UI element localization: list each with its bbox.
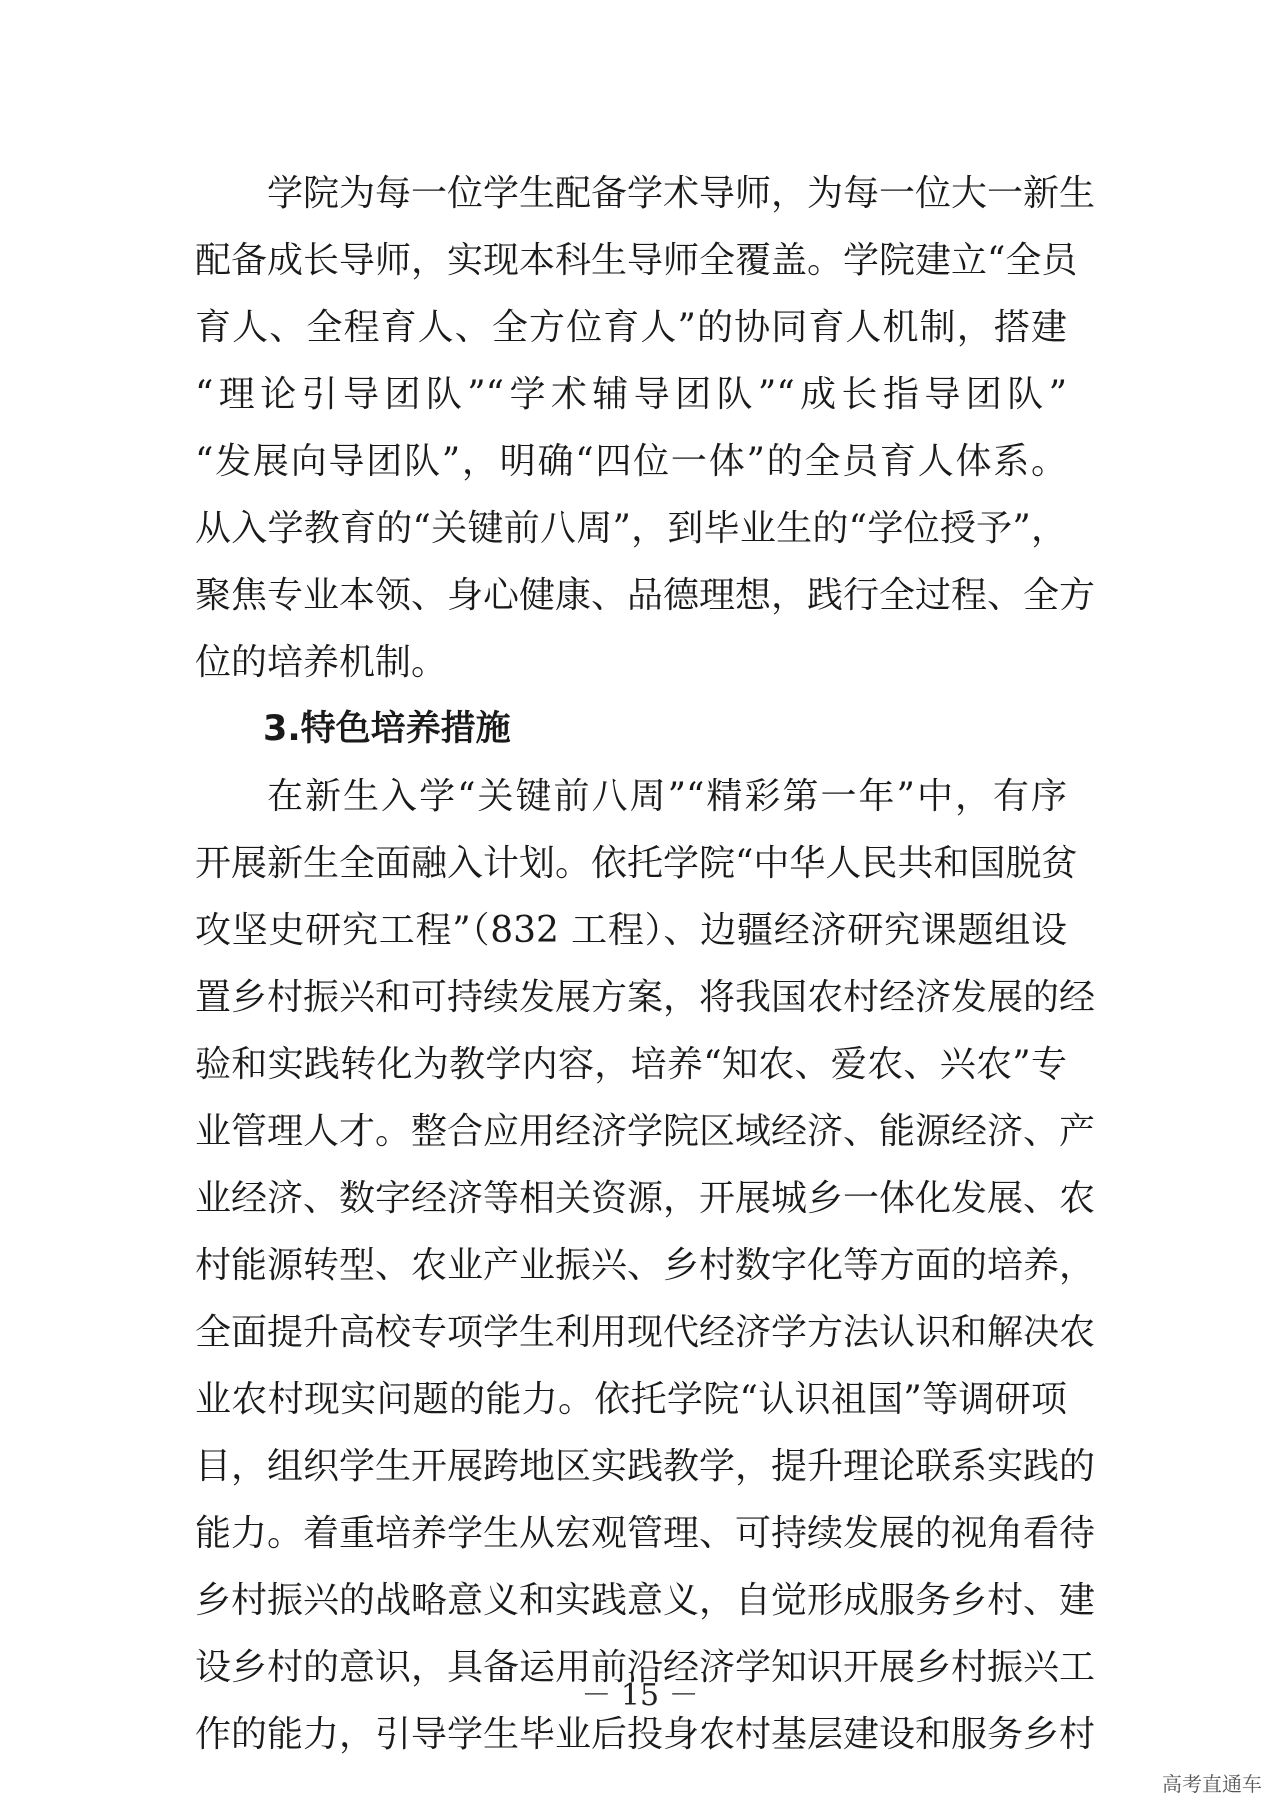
text-line: 置乡村振兴和可持续发展方案，将我国农村经济发展的经 <box>195 977 1096 1018</box>
text-line: 业经济、数字经济等相关资源，开展城乡一体化发展、农 <box>195 1178 1096 1219</box>
text-line: 育人、全程育人、全方位育人”的协同育人机制，搭建 <box>195 307 1067 348</box>
paragraph-mentor-system <box>195 160 1096 696</box>
text-line: 能力。着重培养学生从宏观管理、可持续发展的视角看待 <box>195 1513 1096 1554</box>
page-number: － 15 － <box>581 1678 699 1713</box>
page-content <box>195 160 1096 1768</box>
text-line: 位的培养机制。 <box>195 642 448 683</box>
section-heading: 3.特色培养措施 <box>263 709 511 749</box>
text-line: 作的能力，引导学生毕业后投身农村基层建设和服务乡村 <box>195 1714 1096 1755</box>
watermark: 高考直通车 <box>1162 1772 1262 1796</box>
text-line: 目，组织学生开展跨地区实践教学，提升理论联系实践的 <box>195 1446 1096 1487</box>
text-line: 设乡村的意识，具备运用前沿经济学知识开展乡村振兴工 <box>195 1647 1096 1688</box>
text-line: 业农村现实问题的能力。依托学院“认识祖国”等调研项 <box>195 1379 1067 1420</box>
paragraph-special-measures <box>195 763 1096 1768</box>
text-line: “发展向导团队”，明确“四位一体”的全员育人体系。 <box>195 441 1067 482</box>
text-line: 在新生入学“关键前八周”“精彩第一年”中，有序 <box>267 776 1067 817</box>
text-line: 聚焦专业本领、身心健康、品德理想，践行全过程、全方 <box>195 575 1096 616</box>
text-line: 全面提升高校专项学生利用现代经济学方法认识和解决农 <box>195 1312 1096 1353</box>
text-line: 学院为每一位学生配备学术导师，为每一位大一新生 <box>267 173 1096 214</box>
text-line: 开展新生全面融入计划。依托学院“中华人民共和国脱贫 <box>195 843 1078 884</box>
text-line: 乡村振兴的战略意义和实践意义，自觉形成服务乡村、建 <box>195 1580 1096 1621</box>
text-line: 业管理人才。整合应用经济学院区域经济、能源经济、产 <box>195 1111 1096 1152</box>
text-line: 配备成长导师，实现本科生导师全覆盖。学院建立“全员 <box>195 240 1078 281</box>
text-line: 攻坚史研究工程”（832 工程）、边疆经济研究课题组设 <box>195 910 1067 951</box>
text-line: “理论引导团队”“学术辅导团队”“成长指导团队” <box>195 374 1067 415</box>
text-line: 验和实践转化为教学内容，培养“知农、爱农、兴农”专 <box>195 1044 1067 1085</box>
text-line: 村能源转型、农业产业振兴、乡村数字化等方面的培养， <box>195 1245 1096 1286</box>
text-line: 从入学教育的“关键前八周”，到毕业生的“学位授予”， <box>195 508 1067 549</box>
